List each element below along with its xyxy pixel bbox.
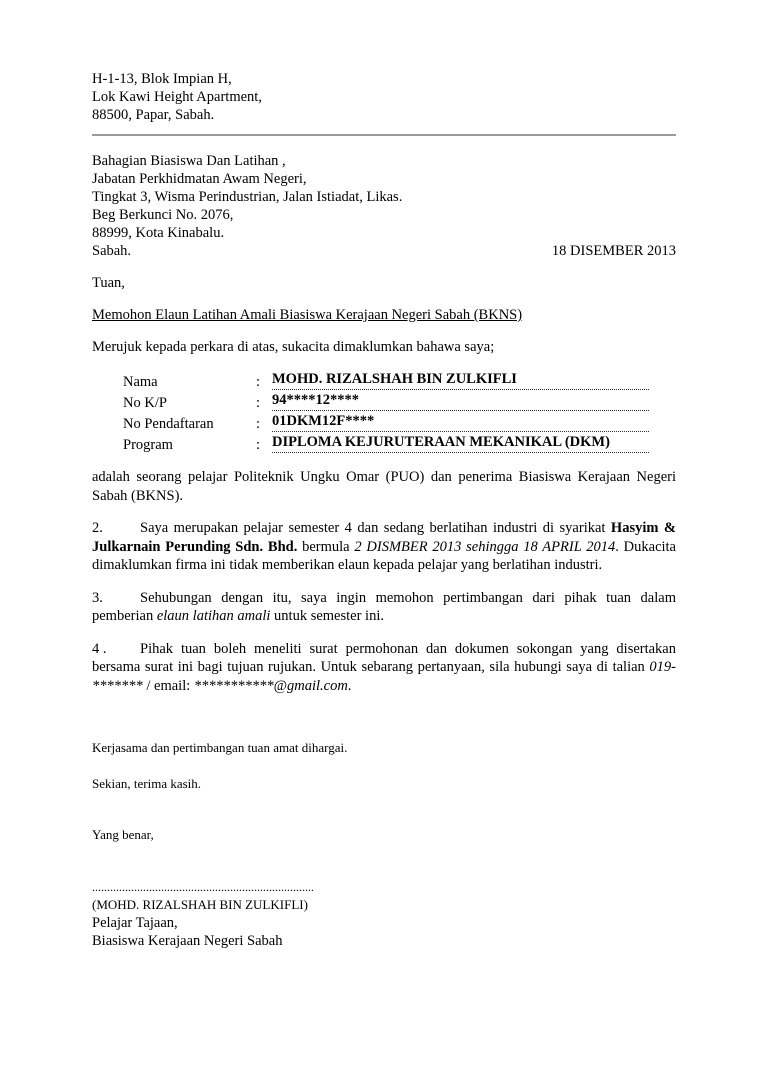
paragraph-text: bermula (297, 538, 355, 555)
detail-row-program (123, 433, 649, 454)
detail-label: Nama (123, 374, 158, 390)
student-details (123, 370, 649, 454)
detail-row-ic (123, 391, 649, 412)
recipient-line: 88999, Kota Kinabalu. (92, 225, 225, 241)
paragraph-number: 2. (92, 520, 103, 536)
paragraph-4 (92, 640, 676, 696)
detail-label: No K/P (123, 395, 167, 411)
detail-value: MOHD. RIZALSHAH BIN ZULKIFLI (272, 370, 649, 390)
signatory-name: (MOHD. RIZALSHAH BIN ZULKIFLI) (92, 897, 308, 912)
detail-label: No Pendaftaran (123, 416, 214, 432)
sender-line: H-1-13, Blok Impian H, (92, 71, 232, 87)
paragraph-text: . Dukacita dimaklumkan firma ini tidak memberikan elaun kepada pelajar yang berlatihan industri. (92, 538, 676, 573)
phone-number: 019-******* (92, 659, 676, 694)
paragraph-1: adalah seorang pelajar Politeknik Ungku Omar (PUO) dan penerima Biasiswa Kerajaan Negeri Sabah (BKNS). (92, 469, 676, 504)
recipient-line: Tingkat 3, Wisma Perindustrian, Jalan Istiadat, Likas. (92, 189, 403, 205)
paragraph-text: Pihak tuan boleh meneliti surat permohonan dan dokumen sokongan yang disertakan bersama surat ini bagi tujuan rujukan. Untuk sebarang pertanyaan, sila hubungi saya di talian (92, 640, 676, 675)
sender-line: Lok Kawi Height Apartment, (92, 89, 262, 105)
letter-body (92, 70, 676, 950)
detail-value: 01DKM12F**** (272, 412, 649, 432)
closing-thanks: Sekian, terima kasih. (92, 776, 202, 791)
recipient-line: Bahagian Biasiswa Dan Latihan , (92, 153, 286, 169)
recipient-line: Beg Berkunci No. 2076, (92, 207, 234, 223)
detail-row-name (123, 370, 649, 391)
paragraph-text: untuk semester ini. (270, 608, 384, 624)
paragraph-text: . (347, 677, 352, 694)
detail-label: Program (123, 437, 173, 453)
paragraph-number: 4 . (92, 640, 107, 657)
closing-appreciation: Kerjasama dan pertimbangan tuan amat dihargai. (92, 740, 348, 755)
detail-colon: : (256, 437, 261, 453)
paragraph-text: / email: (142, 677, 194, 694)
detail-value: DIPLOMA KEJURUTERAAN MEKANIKAL (DKM) (272, 433, 649, 453)
intro-text: Merujuk kepada perkara di atas, sukacita dimaklumkan bahawa saya; (92, 339, 495, 355)
paragraph-text: Saya merupakan pelajar semester 4 dan sedang berlatihan industri di syarikat (140, 520, 611, 536)
email-address: ***********@gmail.com (193, 677, 348, 694)
paragraph-text: Sehubungan dengan itu, saya ingin memohon pertimbangan dari pihak tuan dalam pemberian (92, 589, 676, 624)
letter-date: 18 DISEMBER 2013 (551, 243, 676, 259)
company-name: Hasyim & Julkarnain Perunding Sdn. Bhd. (92, 520, 677, 555)
recipient-line: Jabatan Perkhidmatan Awam Negeri, (92, 171, 307, 187)
detail-colon: : (256, 374, 261, 390)
recipient-line: Sabah. (92, 243, 132, 259)
greeting: Tuan, (92, 275, 125, 291)
detail-colon: : (256, 395, 261, 411)
closing-salutation: Yang benar, (92, 827, 154, 842)
sender-address (92, 70, 676, 124)
signatory-title: Pelajar Tajaan, (92, 915, 178, 931)
divider (92, 134, 676, 136)
paragraph-2 (92, 519, 676, 575)
signature-line: .......................................................................... (92, 880, 314, 894)
subject-line: Memohon Elaun Latihan Amali Biasiswa Kerajaan Negeri Sabah (BKNS) (92, 307, 523, 323)
detail-colon: : (256, 416, 261, 432)
detail-value: 94****12**** (272, 391, 649, 411)
paragraph-number: 3. (92, 589, 103, 606)
emphasis-text: elaun latihan amali (156, 608, 271, 624)
signatory-sponsor: Biasiswa Kerajaan Negeri Sabah (92, 933, 283, 949)
recipient-address (92, 152, 676, 260)
paragraph-3 (92, 589, 676, 626)
sender-line: 88500, Papar, Sabah. (92, 107, 215, 123)
training-period: 2 DISMBER 2013 sehingga 18 APRIL 2014 (354, 538, 616, 555)
detail-row-registration (123, 412, 649, 433)
